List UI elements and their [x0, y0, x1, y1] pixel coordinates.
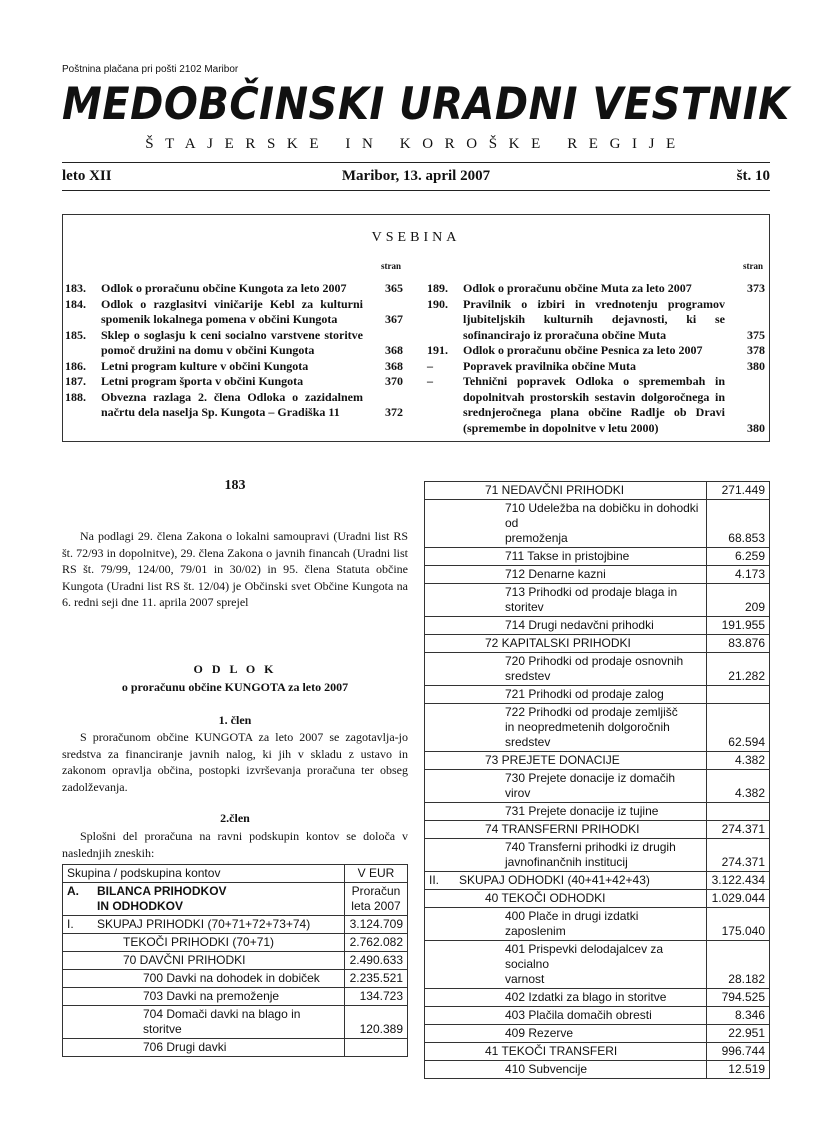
toc-entry-page: 380: [747, 358, 765, 373]
table-row: [425, 1043, 770, 1061]
table-row: [63, 1039, 408, 1057]
row-value: 62.594: [707, 704, 770, 752]
toc-page-label-right: stran: [743, 261, 763, 271]
table-row: [425, 1025, 770, 1043]
toc-entry-page: 372: [385, 405, 403, 419]
row-label: 721 Prihodki od prodaje zalog: [455, 686, 707, 704]
toc-entry: [65, 359, 403, 375]
row-value: 4.173: [707, 566, 770, 584]
row-label: 710 Udeležba na dobičku in dohodki od premoženja: [455, 500, 707, 548]
odlok-title: O D L O K: [193, 662, 277, 676]
toc-entry-number: 183.: [65, 281, 86, 295]
table-of-contents: [62, 214, 770, 442]
row-group-id: I.: [63, 916, 94, 934]
budget-table-right: [424, 481, 770, 1079]
table-row: [425, 1007, 770, 1025]
table-row: [425, 839, 770, 872]
clen1-text: S proračunom občine KUNGOTA za leto 2007 se zagotavlja-jo sredstva za financiranje javnih nalog, ki jih v skladu z ustavo in zakonom opravlja občina, postopki izvrševanja proračuna ter obseg zadolževanja.: [62, 730, 408, 794]
row-value: [707, 686, 770, 704]
row-label: 703 Davki na premoženje: [93, 988, 345, 1006]
table-row: [425, 989, 770, 1007]
row-group-id: [63, 1039, 94, 1057]
row-value: 3.124.709: [345, 916, 408, 934]
table-header-row: [63, 865, 408, 883]
table-row: [425, 941, 770, 989]
toc-entry-page: 368: [385, 343, 403, 357]
row-value: 996.744: [707, 1043, 770, 1061]
toc-entry: [65, 328, 403, 359]
masthead-title: MEDOBČINSKI URADNI VESTNIK: [62, 78, 790, 131]
row-value: 4.382: [707, 752, 770, 770]
row-value: [707, 803, 770, 821]
row-label: 410 Subvencije: [455, 1061, 707, 1079]
row-group-id: [425, 617, 456, 635]
row-group-id: [63, 934, 94, 952]
row-value: 6.259: [707, 548, 770, 566]
row-value: 22.951: [707, 1025, 770, 1043]
row-group-id: [63, 970, 94, 988]
toc-entry-page: 370: [385, 374, 403, 388]
row-label: 730 Prejete donacije iz domačih virov: [455, 770, 707, 803]
row-label: 740 Transferni prihodki iz drugih javnofinančnih institucij: [455, 839, 707, 872]
row-value: 28.182: [707, 941, 770, 989]
row-group-id: [425, 839, 456, 872]
clen1-title: 1. člen: [218, 713, 252, 727]
row-group-id: [425, 1061, 456, 1079]
toc-entry-title: Letni program kulture v občini Kungota: [101, 358, 309, 373]
row-group-id: [425, 1043, 456, 1061]
table-row: [425, 872, 770, 890]
toc-entry-title: Pravilnik o izbiri in vrednotenju programov ljubiteljskih kulturnih dejavnosti, ki se sofinancirajo iz proračuna občine Muta: [463, 296, 725, 342]
row-value: [345, 1039, 408, 1057]
row-value: 134.723: [345, 988, 408, 1006]
row-group-id: [425, 941, 456, 989]
table-row: [425, 566, 770, 584]
row-group-id: [425, 908, 456, 941]
odlok-subtitle: o proračunu občine KUNGOTA za leto 2007: [121, 680, 349, 694]
table-row: [63, 916, 408, 934]
table-row: [425, 1061, 770, 1079]
toc-entry-title: Letni program športa v občini Kungota: [101, 374, 304, 388]
row-label: 711 Takse in pristojbine: [455, 548, 707, 566]
row-group-id: [425, 821, 456, 839]
row-value: 120.389: [345, 1006, 408, 1039]
table-row: [425, 803, 770, 821]
row-value: 21.282: [707, 653, 770, 686]
row-value: 274.371: [707, 839, 770, 872]
toc-entry: [427, 343, 765, 359]
row-group-id: A.: [63, 883, 94, 916]
toc-entry-number: 185.: [65, 327, 86, 342]
table-row: [425, 500, 770, 548]
row-group-id: [425, 548, 456, 566]
table-row: [425, 908, 770, 941]
table-row: [425, 890, 770, 908]
row-value: 12.519: [707, 1061, 770, 1079]
toc-entry-title: Tehnični popravek Odloka o spremembah in dopolnitvah prostorskih sestavin dolgoročnega in srednjeročnega plana občine Radlje ob Dravi (spremembe in dopolnitve v letu 2000): [463, 374, 725, 435]
row-label: 74 TRANSFERNI PRIHODKI: [455, 821, 707, 839]
row-label: 400 Plače in drugi izdatki zaposlenim: [455, 908, 707, 941]
issue-date: Maribor, 13. april 2007: [341, 168, 491, 184]
toc-entry-title: Sklep o soglasju k ceni socialno varstvene storitve pomoč družini na domu v občini Kungota: [101, 327, 363, 357]
toc-entry-page: 378: [747, 343, 765, 357]
table-row: [63, 952, 408, 970]
article-intro: Na podlagi 29. člena Zakona o lokalni samoupravi (Uradni list RS št. 72/93 in dopolnitve), 29. člena Zakona o javnih financah (Uradni list RS št. 79/99, 124/00, 79/01 in 30/02) in 95. člena Statuta občine Kungota (Uradni list RS št. 12/04) je Občinski svet Občine Kungota na 6. redni seji dne 11. aprila 2007 sprejel: [62, 529, 408, 609]
row-group-id: [425, 770, 456, 803]
postage-note: Poštnina plačana pri pošti 2102 Maribor: [62, 64, 239, 75]
toc-entry-number: 188.: [65, 389, 86, 404]
row-label: 401 Prispevki delodajalcev za socialno varnost: [455, 941, 707, 989]
row-group-id: [425, 704, 456, 752]
row-value: 8.346: [707, 1007, 770, 1025]
table-row: [425, 635, 770, 653]
toc-entry-page: 368: [385, 358, 403, 373]
toc-title: VSEBINA: [371, 230, 461, 245]
table-row: [425, 770, 770, 803]
toc-entry-number: 191.: [427, 343, 448, 357]
toc-entry-number: 184.: [65, 296, 86, 311]
row-group-id: [63, 988, 94, 1006]
row-value: 271.449: [707, 482, 770, 500]
row-group-id: II.: [425, 872, 456, 890]
row-value: 2.762.082: [345, 934, 408, 952]
table-row: [425, 653, 770, 686]
table-row: [63, 1006, 408, 1039]
toc-entry-title: Obvezna razlaga 2. člena Odloka o zazidalnem načrtu dela naselja Sp. Kungota – Gradiška 11: [101, 389, 363, 419]
row-label: 402 Izdatki za blago in storitve: [455, 989, 707, 1007]
toc-entry: [65, 297, 403, 328]
row-label: 714 Drugi nedavčni prihodki: [455, 617, 707, 635]
table-row: [425, 686, 770, 704]
header-rule-bottom: [62, 190, 770, 191]
row-label: 720 Prihodki od prodaje osnovnih sredstev: [455, 653, 707, 686]
issue-number: št. 10: [736, 168, 770, 184]
table-row: [425, 821, 770, 839]
row-group-id: [425, 500, 456, 548]
row-value: 209: [707, 584, 770, 617]
toc-entry: [427, 374, 765, 436]
toc-entry: [65, 390, 403, 421]
row-group-id: [425, 653, 456, 686]
toc-entry: [65, 374, 403, 390]
row-label: 40 TEKOČI ODHODKI: [455, 890, 707, 908]
toc-page-label-left: stran: [381, 261, 401, 271]
row-value: 2.235.521: [345, 970, 408, 988]
toc-entry-number: –: [427, 358, 433, 373]
row-label: 731 Prejete donacije iz tujine: [455, 803, 707, 821]
row-label: 70 DAVČNI PRIHODKI: [93, 952, 345, 970]
row-label: BILANCA PRIHODKOV IN ODHODKOV: [93, 883, 345, 916]
row-value: 68.853: [707, 500, 770, 548]
toc-entry-number: 187.: [65, 374, 86, 388]
toc-entry-page: 373: [747, 281, 765, 295]
row-label: SKUPAJ PRIHODKI (70+71+72+73+74): [93, 916, 345, 934]
row-label: 700 Davki na dohodek in dobiček: [93, 970, 345, 988]
row-value: 191.955: [707, 617, 770, 635]
row-label: 41 TEKOČI TRANSFERI: [455, 1043, 707, 1061]
issue-year: leto XII: [62, 168, 112, 184]
row-value: 3.122.434: [707, 872, 770, 890]
table-row: [63, 934, 408, 952]
row-group-id: [425, 482, 456, 500]
row-group-id: [425, 803, 456, 821]
row-group-id: [425, 584, 456, 617]
row-value: 83.876: [707, 635, 770, 653]
table-row: [425, 704, 770, 752]
article-number: 183: [224, 478, 246, 493]
row-value: Proračun leta 2007: [345, 883, 408, 916]
row-value: 4.382: [707, 770, 770, 803]
row-group-id: [425, 890, 456, 908]
row-value: 2.490.633: [345, 952, 408, 970]
table-row: [63, 883, 408, 916]
masthead-subtitle: ŠTAJERSKE IN KOROŠKE REGIJE: [145, 136, 687, 152]
row-label: 71 NEDAVČNI PRIHODKI: [455, 482, 707, 500]
row-group-id: [63, 1006, 94, 1039]
budget-table-left: [62, 864, 408, 1057]
toc-entry-number: –: [427, 374, 433, 388]
row-value: 1.029.044: [707, 890, 770, 908]
toc-entry-page: 365: [385, 281, 403, 295]
row-value: 794.525: [707, 989, 770, 1007]
row-label: TEKOČI PRIHODKI (70+71): [93, 934, 345, 952]
toc-entry: [65, 281, 403, 297]
row-label: 712 Denarne kazni: [455, 566, 707, 584]
row-label: 72 KAPITALSKI PRIHODKI: [455, 635, 707, 653]
row-value: 274.371: [707, 821, 770, 839]
header-rule-top: [62, 162, 770, 163]
toc-entry: [427, 359, 765, 375]
toc-entry-number: 190.: [427, 296, 448, 311]
row-label: 403 Plačila domačih obresti: [455, 1007, 707, 1025]
toc-entry-title: Odlok o razglasitvi viničarije Kebl za kulturni spomenik lokalnega pomena v občini Kungota: [101, 296, 363, 326]
toc-entry-number: 186.: [65, 358, 86, 373]
row-label: 409 Rezerve: [455, 1025, 707, 1043]
row-group-id: [63, 952, 94, 970]
row-label: 704 Domači davki na blago in storitve: [93, 1006, 345, 1039]
row-group-id: [425, 566, 456, 584]
row-label: 722 Prihodki od prodaje zemljišč in neopredmetenih dolgoročnih sredstev: [455, 704, 707, 752]
row-label: 73 PREJETE DONACIJE: [455, 752, 707, 770]
toc-entry-title: Odlok o proračunu občine Muta za leto 2007: [463, 281, 692, 295]
toc-entry-page: 380: [747, 420, 765, 435]
row-group-id: [425, 752, 456, 770]
table-row: [63, 988, 408, 1006]
table-row: [425, 584, 770, 617]
table-row: [425, 548, 770, 566]
table-row: [425, 752, 770, 770]
row-label: SKUPAJ ODHODKI (40+41+42+43): [455, 872, 707, 890]
row-value: 175.040: [707, 908, 770, 941]
toc-entry-title: Odlok o proračunu občine Kungota za leto 2007: [101, 281, 347, 295]
toc-entry: [427, 297, 765, 344]
row-group-id: [425, 1025, 456, 1043]
table-row: [425, 482, 770, 500]
row-group-id: [425, 686, 456, 704]
row-label: 706 Drugi davki: [93, 1039, 345, 1057]
toc-entry-page: 367: [385, 312, 403, 326]
clen2-title: 2.člen: [220, 811, 250, 825]
row-group-id: [425, 989, 456, 1007]
toc-entry-page: 375: [747, 327, 765, 342]
toc-entry-number: 189.: [427, 281, 448, 295]
table-header-label: Skupina / podskupina kontov: [63, 865, 345, 883]
toc-entry-title: Odlok o proračunu občine Pesnica za leto 2007: [463, 343, 703, 357]
table-row: [63, 970, 408, 988]
row-group-id: [425, 635, 456, 653]
table-row: [425, 617, 770, 635]
row-group-id: [425, 1007, 456, 1025]
table-header-value: V EUR: [345, 865, 408, 883]
clen2-text: Splošni del proračuna na ravni podskupin kontov se določa v naslednjih zneskih:: [62, 829, 408, 860]
row-label: 713 Prihodki od prodaje blaga in storitev: [455, 584, 707, 617]
toc-entry-title: Popravek pravilnika občine Muta: [463, 358, 637, 373]
toc-entry: [427, 281, 765, 297]
